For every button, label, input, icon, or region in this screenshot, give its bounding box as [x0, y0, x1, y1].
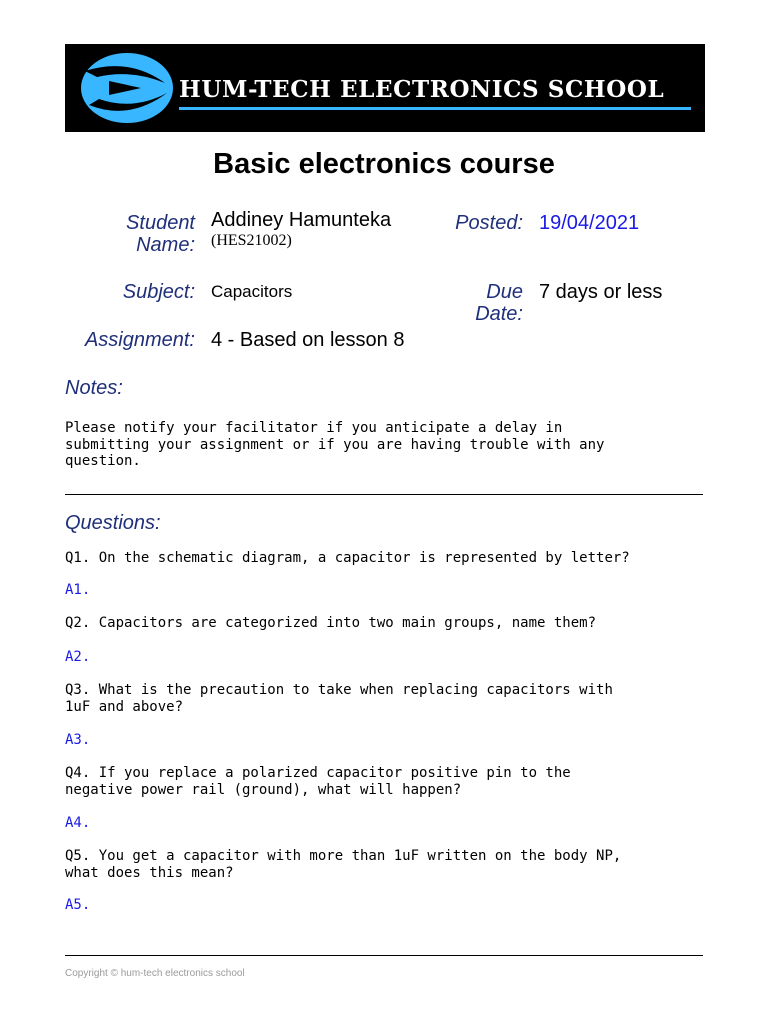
school-name-underline: [179, 107, 691, 110]
due-date-label: Due Date:: [475, 281, 523, 325]
question-3: Q3. What is the precaution to take when replacing capacitors with 1uF and above?: [65, 682, 613, 715]
subject-label: Subject:: [122, 281, 195, 303]
question-5: Q5. You get a capacitor with more than 1uF written on the body NP, what does this mean?: [65, 848, 622, 881]
student-label: Student Name:: [126, 212, 195, 256]
posted-date: 19/04/2021: [539, 212, 640, 234]
question-4: Q4. If you replace a polarized capacitor positive pin to the negative power rail (ground), what will happen?: [65, 765, 571, 798]
answer-4: A4.: [65, 815, 91, 831]
student-name: Addiney Hamunteka: [211, 209, 392, 231]
subject-value: Capacitors: [211, 282, 293, 301]
notes-text: Please notify your facilitator if you anticipate a delay in submitting your assignment or if you are having trouble with any question.: [65, 420, 605, 469]
copyright-text: Copyright © hum-tech electronics school: [65, 968, 245, 979]
assignment-value: 4 - Based on lesson 8: [211, 329, 405, 351]
question-1: Q1. On the schematic diagram, a capacitor is represented by letter?: [65, 550, 630, 566]
notes-heading: Notes:: [65, 377, 123, 399]
school-logo-icon: [79, 49, 179, 127]
answer-3: A3.: [65, 732, 91, 748]
student-id: (HES21002): [211, 232, 292, 249]
question-2: Q2. Capacitors are categorized into two main groups, name them?: [65, 615, 597, 631]
posted-label: Posted:: [455, 212, 523, 234]
school-name: HUM-TECH ELECTRONICS SCHOOL: [179, 76, 665, 103]
assignment-label: Assignment:: [84, 329, 195, 351]
due-date-value: 7 days or less: [539, 281, 663, 303]
answer-5: A5.: [65, 897, 91, 913]
page-title: Basic electronics course: [213, 148, 555, 180]
answer-2: A2.: [65, 649, 91, 665]
divider: [65, 494, 703, 495]
header-banner: [65, 44, 705, 132]
answer-1: A1.: [65, 582, 91, 598]
questions-heading: Questions:: [65, 512, 161, 534]
footer-divider: [65, 955, 703, 956]
